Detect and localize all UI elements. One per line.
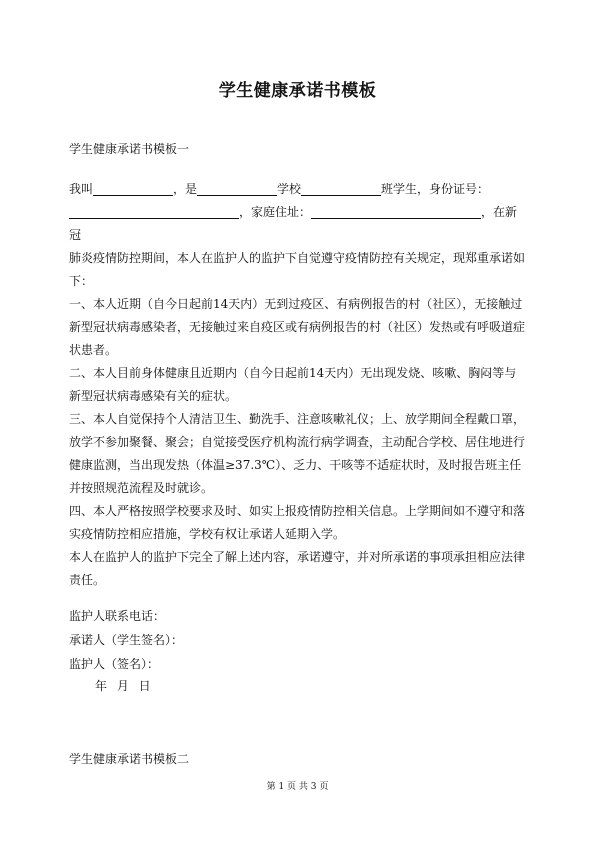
commitment-item-2: 二、本人目前身体健康且近期内（自今日起前14天内）无出现发烧、咳嗽、胸闷等与新型冠状病毒感染有关的症状。 (69, 366, 517, 403)
name-line: 我叫 ，是 学校 班学生，身份证号： (69, 182, 490, 196)
guardian-phone-label: 监护人联系电话： (69, 609, 166, 623)
page-footer: 第 1 页 共 3 页 (266, 782, 329, 792)
commitment-item-1: 一、本人近期（自今日起前14天内）无到过疫区、有病例报告的村（社区），无接触过新型冠状病毒感染者，无接触过来自疫区或有病例报告的村（社区）发热或有呼吸道症状患者。 (69, 297, 526, 357)
commitment-item-3: 三、本人自觉保持个人清洁卫生、勤洗手、注意咳嗽礼仪；上、放学期间全程戴口罩，放学不参加聚餐、聚会；自觉接受医疗机构流行病学调查，主动配合学校、居住地进行健康监测，当出现发热（体温≥37.3℃）、乏力、干咳等不适症状时，及时报告班主任并按照规范流程及时就诊。 (69, 412, 526, 495)
commitment-item-4: 四、本人严格按照学校要求及时、如实上报疫情防控相关信息。上学期间如不遵守和落实疫情防控相应措施，学校有权让承诺人延期入学。 (69, 504, 526, 541)
name-blank[interactable] (93, 181, 173, 196)
template-two-heading: 学生健康承诺书模板二 (69, 752, 190, 766)
intro-paragraph: 肺炎疫情防控期间，本人在监护人的监护下自觉遵守疫情防控有关规定，现郑重承诺如下： (69, 251, 526, 288)
date-line: 年 月 日 (95, 679, 151, 693)
template-one-heading: 学生健康承诺书模板一 (69, 142, 190, 156)
address-blank[interactable] (311, 204, 481, 219)
closing-paragraph: 本人在监护人的监护下完全了解上述内容，承诺遵守，并对所承诺的事项承担相应法律责任。 (69, 550, 526, 587)
school-blank[interactable] (197, 181, 277, 196)
id-number-blank[interactable] (69, 204, 239, 219)
commitment-body (69, 178, 527, 592)
class-blank[interactable] (301, 181, 381, 196)
guardian-signature-label: 监护人（签名）： (69, 657, 160, 671)
id-address-line: ，家庭住址： ，在新冠 (69, 205, 518, 242)
promiser-signature-label: 承诺人（学生签名）： (69, 633, 184, 647)
document-title: 学生健康承诺书模板 (218, 81, 377, 101)
